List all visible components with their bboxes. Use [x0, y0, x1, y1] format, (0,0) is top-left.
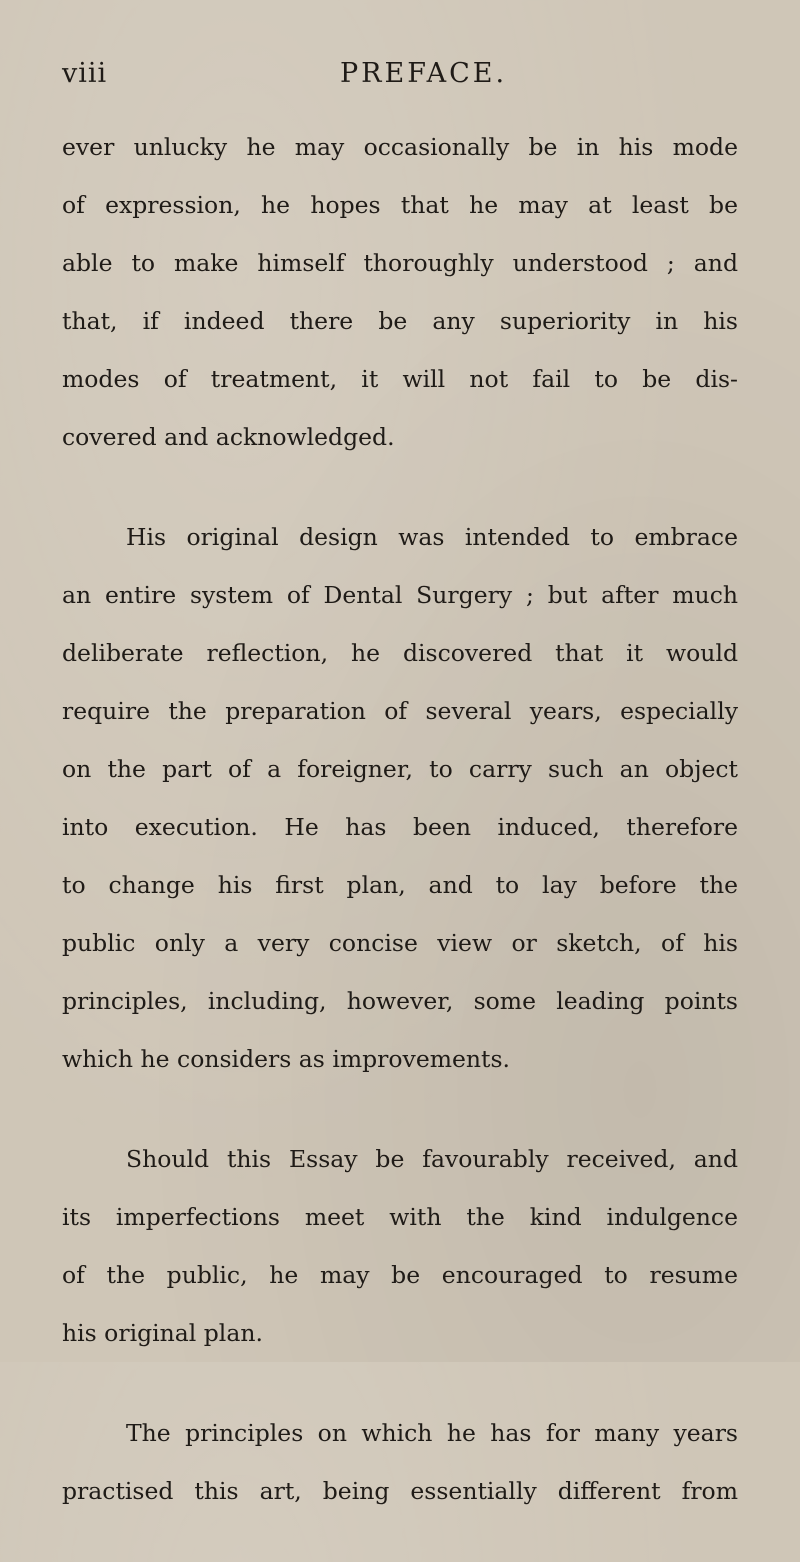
- text-line: its imperfections meet with the kind indulgence: [62, 1203, 738, 1231]
- paragraph-2: [62, 508, 738, 1088]
- text-line: that, if indeed there be any superiority in his: [62, 307, 738, 335]
- paragraph-1: [62, 118, 738, 466]
- text-line: covered and acknowledged.: [62, 423, 395, 451]
- text-line: The principles on which he has for many years: [126, 1419, 738, 1447]
- text-line: which he considers as improvements.: [62, 1045, 511, 1073]
- text-line: deliberate reflection, he discovered that it would: [62, 639, 738, 667]
- text-line: to change his first plan, and to lay before the: [62, 871, 738, 899]
- text-line: into execution. He has been induced, therefore: [62, 813, 738, 841]
- text-line: principles, including, however, some leading points: [62, 987, 738, 1015]
- text-line: on the part of a foreigner, to carry such an object: [62, 755, 738, 783]
- text-line: an entire system of Dental Surgery ; but after much: [62, 581, 738, 609]
- page-header: [0, 58, 800, 98]
- paragraph-4: [62, 1404, 738, 1520]
- text-line: public only a very concise view or sketch, of his: [62, 929, 738, 957]
- text-line: his original plan.: [62, 1319, 263, 1347]
- text-line: of the public, he may be encouraged to resume: [62, 1261, 738, 1289]
- text-line: modes of treatment, it will not fail to be dis-: [62, 365, 738, 393]
- text-line: able to make himself thoroughly understood ; and: [62, 249, 738, 277]
- page-number: viii: [62, 58, 108, 89]
- text-line: ever unlucky he may occasionally be in his mode: [62, 133, 738, 161]
- text-body: [62, 118, 738, 1562]
- running-head: PREFACE.: [340, 58, 508, 89]
- text-line: require the preparation of several years, especially: [62, 697, 738, 725]
- paragraph-3: [62, 1130, 738, 1362]
- text-line: His original design was intended to embrace: [126, 523, 738, 551]
- text-line: of expression, he hopes that he may at least be: [62, 191, 738, 219]
- text-line: Should this Essay be favourably received, and: [126, 1145, 738, 1173]
- text-line: practised this art, being essentially different from: [62, 1477, 738, 1505]
